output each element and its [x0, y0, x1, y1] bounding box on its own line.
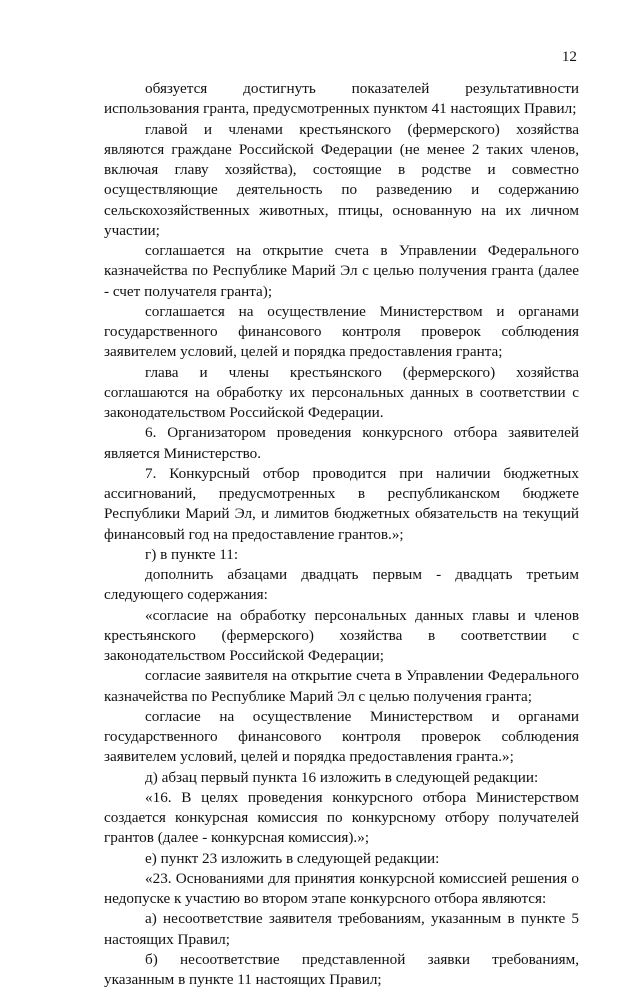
paragraph-18: б) несоответствие представленной заявки требованиям, указанным в пункте 11 настоящих Правил; — [104, 950, 579, 988]
paragraph-3: соглашается на открытие счета в Управлении Федерального казначейства по Республике Марий Эл с целью получения гранта (далее - счет получателя гранта); — [104, 242, 579, 300]
paragraph-12: согласие на осуществление Министерством и органами государственного финансового контроля проверок соблюдения заявителем условий, целей и порядка предоставления гранта.»; — [104, 707, 579, 766]
paragraph-5: глава и члены крестьянского (фермерского) хозяйства соглашаются на обработку их персональных данных в соответствии с законодательством Российской Федерации. — [104, 363, 579, 421]
paragraph-14: «16. В целях проведения конкурсного отбора Министерством создается конкурсная комиссия по конкурсному отбору получателей грантов (далее - конкурсная комиссия).»; — [104, 788, 579, 847]
paragraph-17: а) несоответствие заявителя требованиям, указанным в пункте 5 настоящих Правил; — [104, 910, 579, 948]
paragraph-1: обязуется достигнуть показателей результативности использования гранта, предусмотренных пунктом 41 настоящих Правил; — [104, 80, 579, 118]
paragraph-7: 7. Конкурсный отбор проводится при наличии бюджетных ассигнований, предусмотренных в республиканском бюджете Республики Марий Эл, и лимитов бюджетных обязательств на текущий финансовый год на предоставление грантов.»; — [104, 464, 579, 543]
paragraph-10: «согласие на обработку персональных данных главы и членов крестьянского (фермерского) хозяйства в соответствии с законодательством Российской Федерации; — [104, 606, 579, 664]
page-number: 12 — [561, 48, 577, 65]
paragraph-13: д) абзац первый пункта 16 изложить в следующей редакции: — [145, 768, 539, 786]
paragraph-6: 6. Организатором проведения конкурсного отбора заявителей является Министерство. — [104, 424, 579, 462]
paragraph-15: е) пункт 23 изложить в следующей редакции: — [145, 849, 440, 867]
paragraph-16: «23. Основаниями для принятия конкурсной комиссией решения о недопуске к участию во втором этапе конкурсного отбора являются: — [104, 869, 579, 907]
paragraph-4: соглашается на осуществление Министерством и органами государственного финансового контроля проверок соблюдения заявителем условий, целей и порядка предоставления гранта; — [104, 302, 579, 361]
paragraph-2: главой и членами крестьянского (фермерского) хозяйства являются граждане Российской Федерации (не менее 2 таких членов, включая главу хозяйства), состоящие в родстве и совместно осуществляющие деятельность по разведению и содержанию сельскохозяйственных животных, птицы, основанную на их личном участии; — [104, 120, 579, 239]
paragraph-9: дополнить абзацами двадцать первым - двадцать третьим следующего содержания: — [104, 566, 579, 604]
document-body — [104, 79, 579, 990]
paragraph-11: согласие заявителя на открытие счета в Управлении Федерального казначейства по Республике Марий Эл с целью получения гранта; — [104, 667, 579, 705]
paragraph-8: г) в пункте 11: — [145, 545, 239, 563]
